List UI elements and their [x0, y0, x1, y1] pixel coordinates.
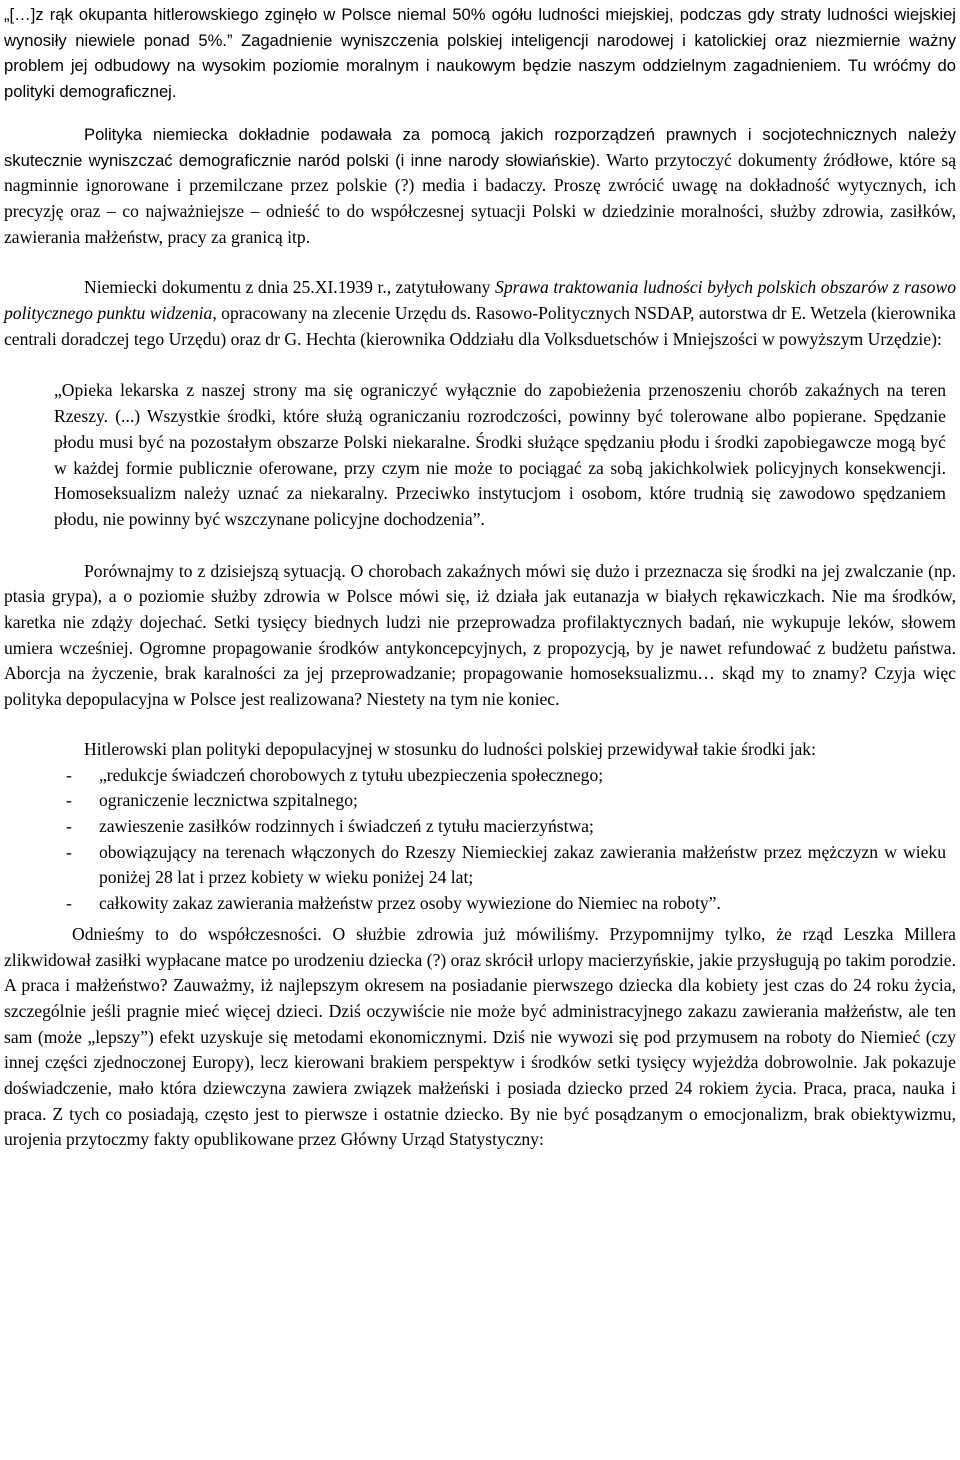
paragraph-comparison-text: Porównajmy to z dzisiejszą sytuacją. O chorobach zakaźnych mówi się dużo i przeznacza się środki na jej zwalczanie (np. ptasia grypa), a o poziomie służby zdrowia w Polsce mówi się, iż działa jak eutanazja w białych rękawiczkach. Nie ma środków, karetka nie zdąży dojechać. Setki tysięcy biednych ludzi nie przeprowadza profilaktycznych badań, nie wykupuje leków, słowem umiera wcześniej. Ogromne propagowanie środków antykoncepcyjnych, z propozycją, by je nawet refundować z budżetu państwa. Aborcja na życzenie, brak karalności za jej przeprowadzanie; propagowanie homoseksualizmu… skąd my to znamy? Czyja więc polityka depopulacyjna w Polsce jest realizowana? Niestety na tym nie koniec. — [4, 560, 956, 710]
list-dash: - — [66, 815, 72, 836]
list-dash: - — [66, 893, 72, 914]
list-item — [4, 814, 956, 840]
paragraph-plan — [4, 737, 956, 763]
list-item-text: obowiązujący na terenach włączonych do Rzeszy Niemieckiej zakaz zawierania małżeństw przez mężczyzn w wieku poniżej 28 lat i przez kobiety w wieku poniżej 24 lat; — [99, 841, 946, 888]
paragraph-intro — [4, 2, 956, 105]
list-item-text: „redukcje świadczeń chorobowych z tytułu ubezpieczenia społecznego; — [99, 764, 604, 785]
paragraph-policy-sans-text: Polityka niemiecka dokładnie podawała za pomocą jakich rozporządzeń prawnych i socjotechnicznych należy skutecznie wyniszczać demograficznie naród polski (i inne narody słowiańskie). — [4, 124, 956, 170]
list-item-text: całkowity zakaz zawierania małżeństw przez osoby wywiezione do Niemiec na roboty”. — [99, 893, 721, 914]
paragraph-policy-serif-text: Warto przytoczyć dokumenty źródłowe, które są nagminnie ignorowane i przemilczane przez polskie (?) media i badaczy. Proszę zwrócić uwagę na dokładność wytycznych, ich precyzję oraz – co najważniejsze – odnieść to do współczesnej sytuacji Polski w dziedzinie moralności, służby zdrowia, zasiłków, zawierania małżeństw, pracy za granicą itp. — [4, 149, 956, 247]
paragraph-plan-text: Hitlerowski plan polityki depopulacyjnej w stosunku do ludności polskiej przewidywał takie środki jak: — [84, 738, 816, 759]
list-item-text: zawieszenie zasiłków rodzinnych i świadczeń z tytułu macierzyństwa; — [99, 815, 594, 836]
document-source-title: Sprawa traktowania ludności byłych polskich obszarów z rasowo politycznego punktu widzenia — [4, 277, 956, 324]
list-item — [4, 763, 956, 789]
paragraph-intro-text: „[…]z rąk okupanta hitlerowskiego zginęło w Polsce niemal 50% ogółu ludności miejskiej, podczas gdy straty ludności wiejskiej wynosiły niewiele ponad 5%.” Zagadnienie wyniszczenia polskiej inteligencji narodowej i katolickiej oraz niezmiernie ważny problem jej odbudowy na wysokim poziomie moralnym i naukowym będzie naszym oddzielnym zagadnieniem. Tu wróćmy do polityki demograficznej. — [4, 5, 956, 102]
paragraph-document-source — [4, 275, 956, 352]
quote-text: „Opieka lekarska z naszej strony ma się ograniczyć wyłącznie do zapobieżenia przenoszeniu chorób zakaźnych na teren Rzeszy. (...) Wszystkie środki, które służą ograniczaniu rozrodczości, powinny być tolerowane albo popierane. Spędzanie płodu musi być na pozostałym obszarze Polski niekaralne. Środki służące spędzaniu płodu i środki zapobiegawcze mogą być w każdej formie publicznie oferowane, przy czym nie może to pociągać za sobą jakichkolwiek policyjnych konsekwencji. Homoseksualizm należy uznać za niekaralny. Przeciwko instytucjom i osobom, które trudnią się zawodowo spędzaniem płodu, nie powinny być wszczynane policyjne dochodzenia”. — [54, 380, 946, 529]
list-dash: - — [66, 790, 72, 811]
list-item — [4, 891, 956, 917]
document-page — [4, 2, 956, 1153]
list-dash: - — [66, 841, 72, 862]
document-source-intro: Niemiecki dokumentu z dnia 25.XI.1939 r., zatytułowany — [84, 277, 496, 298]
paragraph-present-day-text: Odnieśmy to do współczesności. O służbie zdrowia już mówiliśmy. Przypomnijmy tylko, że rząd Leszka Millera zlikwidował zasiłki wypłacane matce po urodzeniu dziecka (?) oraz skrócił urlopy macierzyńskie, jakie przysługują po takim porodzie. A praca i małżeństwo? Zauważmy, iż najlepszym okresem na posiadanie pierwszego dziecka dla kobiety jest czas do 24 roku życia, szczególnie jeśli pragnie mieć więcej dzieci. Dziś oczywiście nie może być administracyjnego zakazu zawierania małżeństw, ale ten sam (może „lepszy”) efekt uzyskuje się metodami ekonomicznymi. Dziś nie wywozi się pod przymusem na roboty do Niemieć (czy innej części zjednoczonej Europy), lecz kierowani brakiem perspektyw i środków setki tysięcy wyjeżdża dobrowolnie. Jak pokazuje doświadczenie, mało która dziewczyna zawiera związek małżeński i posiada dziecko przed 24 rokiem życia. Praca, praca, nauka i praca. Z tych co posiadają, często jest to pierwsze i ostatnie dziecko. By nie być posądzanym o emocjonalizm, brak obiektywizmu, urojenia przytoczmy fakty opublikowane przez Główny Urząd Statystyczny: — [4, 923, 956, 1150]
list-item — [4, 788, 956, 814]
list-item — [4, 840, 956, 891]
paragraph-comparison — [4, 559, 956, 713]
list-dash: - — [66, 764, 72, 785]
paragraph-present-day — [4, 922, 956, 1153]
measures-list — [4, 763, 956, 917]
paragraph-policy — [4, 122, 956, 251]
document-source-details: , opracowany na zlecenie Urzędu ds. Rasowo-Politycznych NSDAP, autorstwa dr E. Wetzela (kierownika centrali doradczej tego Urzędu) oraz dr G. Hechta (kierownika Oddziału dla Volksduetschów i Mniejszości w powyższym Urzędzie): — [4, 303, 956, 349]
list-item-text: ograniczenie lecznictwa szpitalnego; — [99, 790, 358, 811]
quote-block — [54, 378, 946, 532]
